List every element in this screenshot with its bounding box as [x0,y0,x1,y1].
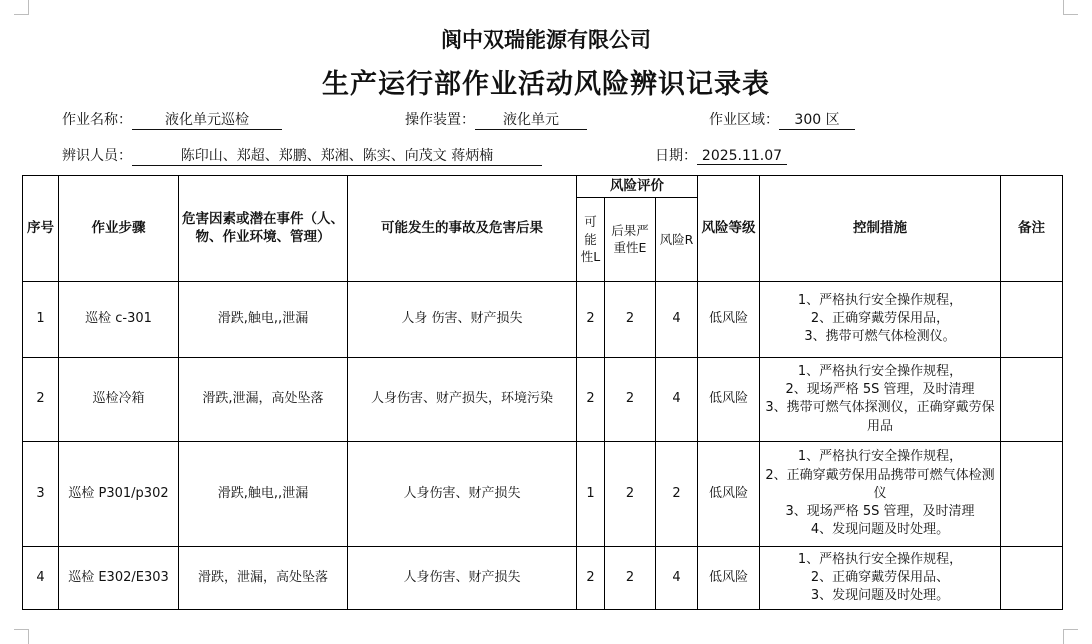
row-hazard: 滑跌,触电,,泄漏 [179,441,348,546]
row-measures [760,357,1001,441]
header-seq: 序号 [23,176,59,282]
company-name: 阆中双瑞能源有限公司 [441,27,651,52]
row-severity: 2 [605,357,656,441]
row-hazard: 滑跌，泄漏，高处坠落 [179,546,348,609]
row-severity: 2 [605,546,656,609]
row-risk-level: 低风险 [698,281,760,357]
header-measures: 控制措施 [760,176,1001,282]
row-likelihood: 2 [577,357,605,441]
measure-item: 4、发现问题及时处理。 [810,522,950,538]
measure-item: 1、严格执行安全操作规程， [797,449,963,465]
row-step: 巡检 P301/p302 [59,441,179,546]
date-label: 日期： [655,148,697,164]
date-field [655,145,787,165]
measure-item: 2、正确穿戴劳保用品携带可燃气体检测仪 [765,467,995,501]
row-risk-level: 低风险 [698,546,760,609]
measure-item: 2、正确穿戴劳保用品， [810,311,950,327]
measure-item: 3、携带可燃气体探测仪，正确穿戴劳保用品 [765,400,995,434]
header-likelihood: 可能性L [577,197,605,281]
area-field [709,109,855,130]
people-label: 辨识人员： [62,148,132,164]
area-label: 作业区域： [709,112,779,128]
row-severity: 2 [605,441,656,546]
row-seq: 1 [23,281,59,357]
row-likelihood: 2 [577,546,605,609]
device-value: 液化单元 [475,109,587,130]
row-seq: 4 [23,546,59,609]
row-hazard: 滑跌,泄漏，高处坠落 [179,357,348,441]
table-row [23,546,1063,609]
row-severity: 2 [605,281,656,357]
row-likelihood: 1 [577,441,605,546]
row-seq: 3 [23,441,59,546]
row-step: 巡检 E302/E303 [59,546,179,609]
row-remark [1001,546,1063,609]
row-step: 巡检 c-301 [59,281,179,357]
job-name-label: 作业名称： [62,112,132,128]
date-value: 2025.11.07 [697,148,787,165]
page-corner-mark [1063,629,1078,644]
measure-item: 2、现场严格 5S 管理，及时清理 [785,382,975,398]
page-corner-mark [14,629,29,644]
row-step: 巡检冷箱 [59,357,179,441]
row-risk-level: 低风险 [698,441,760,546]
area-value: 300 区 [779,109,855,130]
row-consequence: 人身伤害、财产损失，环境污染 [348,357,577,441]
row-consequence: 人身 伤害、财产损失 [348,281,577,357]
page-corner-mark [1063,0,1078,15]
row-remark [1001,441,1063,546]
row-remark [1001,357,1063,441]
row-seq: 2 [23,357,59,441]
row-likelihood: 2 [577,281,605,357]
people-field [62,145,542,166]
measure-item: 1、严格执行安全操作规程， [797,293,963,309]
risk-table [22,175,1063,610]
table-row [23,357,1063,441]
device-field [405,109,587,130]
row-measures [760,546,1001,609]
header-hazard: 危害因素或潜在事件（人、物、作业环境、管理） [179,176,348,282]
page-corner-mark [14,0,29,15]
row-risk-value: 2 [656,441,698,546]
row-risk-value: 4 [656,546,698,609]
header-risk-eval: 风险评价 [577,176,698,198]
row-measures [760,281,1001,357]
measure-item: 1、严格执行安全操作规程， [797,551,963,567]
job-name-field [62,109,282,130]
header-severity: 后果严重性E [605,197,656,281]
row-risk-value: 4 [656,357,698,441]
device-label: 操作装置： [405,112,475,128]
row-risk-level: 低风险 [698,357,760,441]
row-consequence: 人身伤害、财产损失 [348,546,577,609]
row-consequence: 人身伤害、财产损失 [348,441,577,546]
table-row [23,441,1063,546]
table-row [23,281,1063,357]
row-risk-value: 4 [656,281,698,357]
measure-item: 1、严格执行安全操作规程， [797,364,963,380]
header-step: 作业步骤 [59,176,179,282]
header-level: 风险等级 [698,176,760,282]
document-title: 生产运行部作业活动风险辨识记录表 [322,69,770,100]
measure-item: 2、正确穿戴劳保用品、 [810,569,950,585]
row-remark [1001,281,1063,357]
measure-item: 3、现场严格 5S 管理，及时清理 [785,503,975,519]
header-remark: 备注 [1001,176,1063,282]
row-measures [760,441,1001,546]
job-name-value: 液化单元巡检 [132,109,282,130]
header-consequence: 可能发生的事故及危害后果 [348,176,577,282]
people-value: 陈印山、郑超、郑鹏、郑湘、陈实、向茂文 蒋炳楠 [132,145,542,166]
measure-item: 3、发现问题及时处理。 [810,587,950,603]
header-risk-value: 风险R [656,197,698,281]
measure-item: 3、携带可燃气体检测仪。 [804,329,956,345]
row-hazard: 滑跌,触电,,泄漏 [179,281,348,357]
